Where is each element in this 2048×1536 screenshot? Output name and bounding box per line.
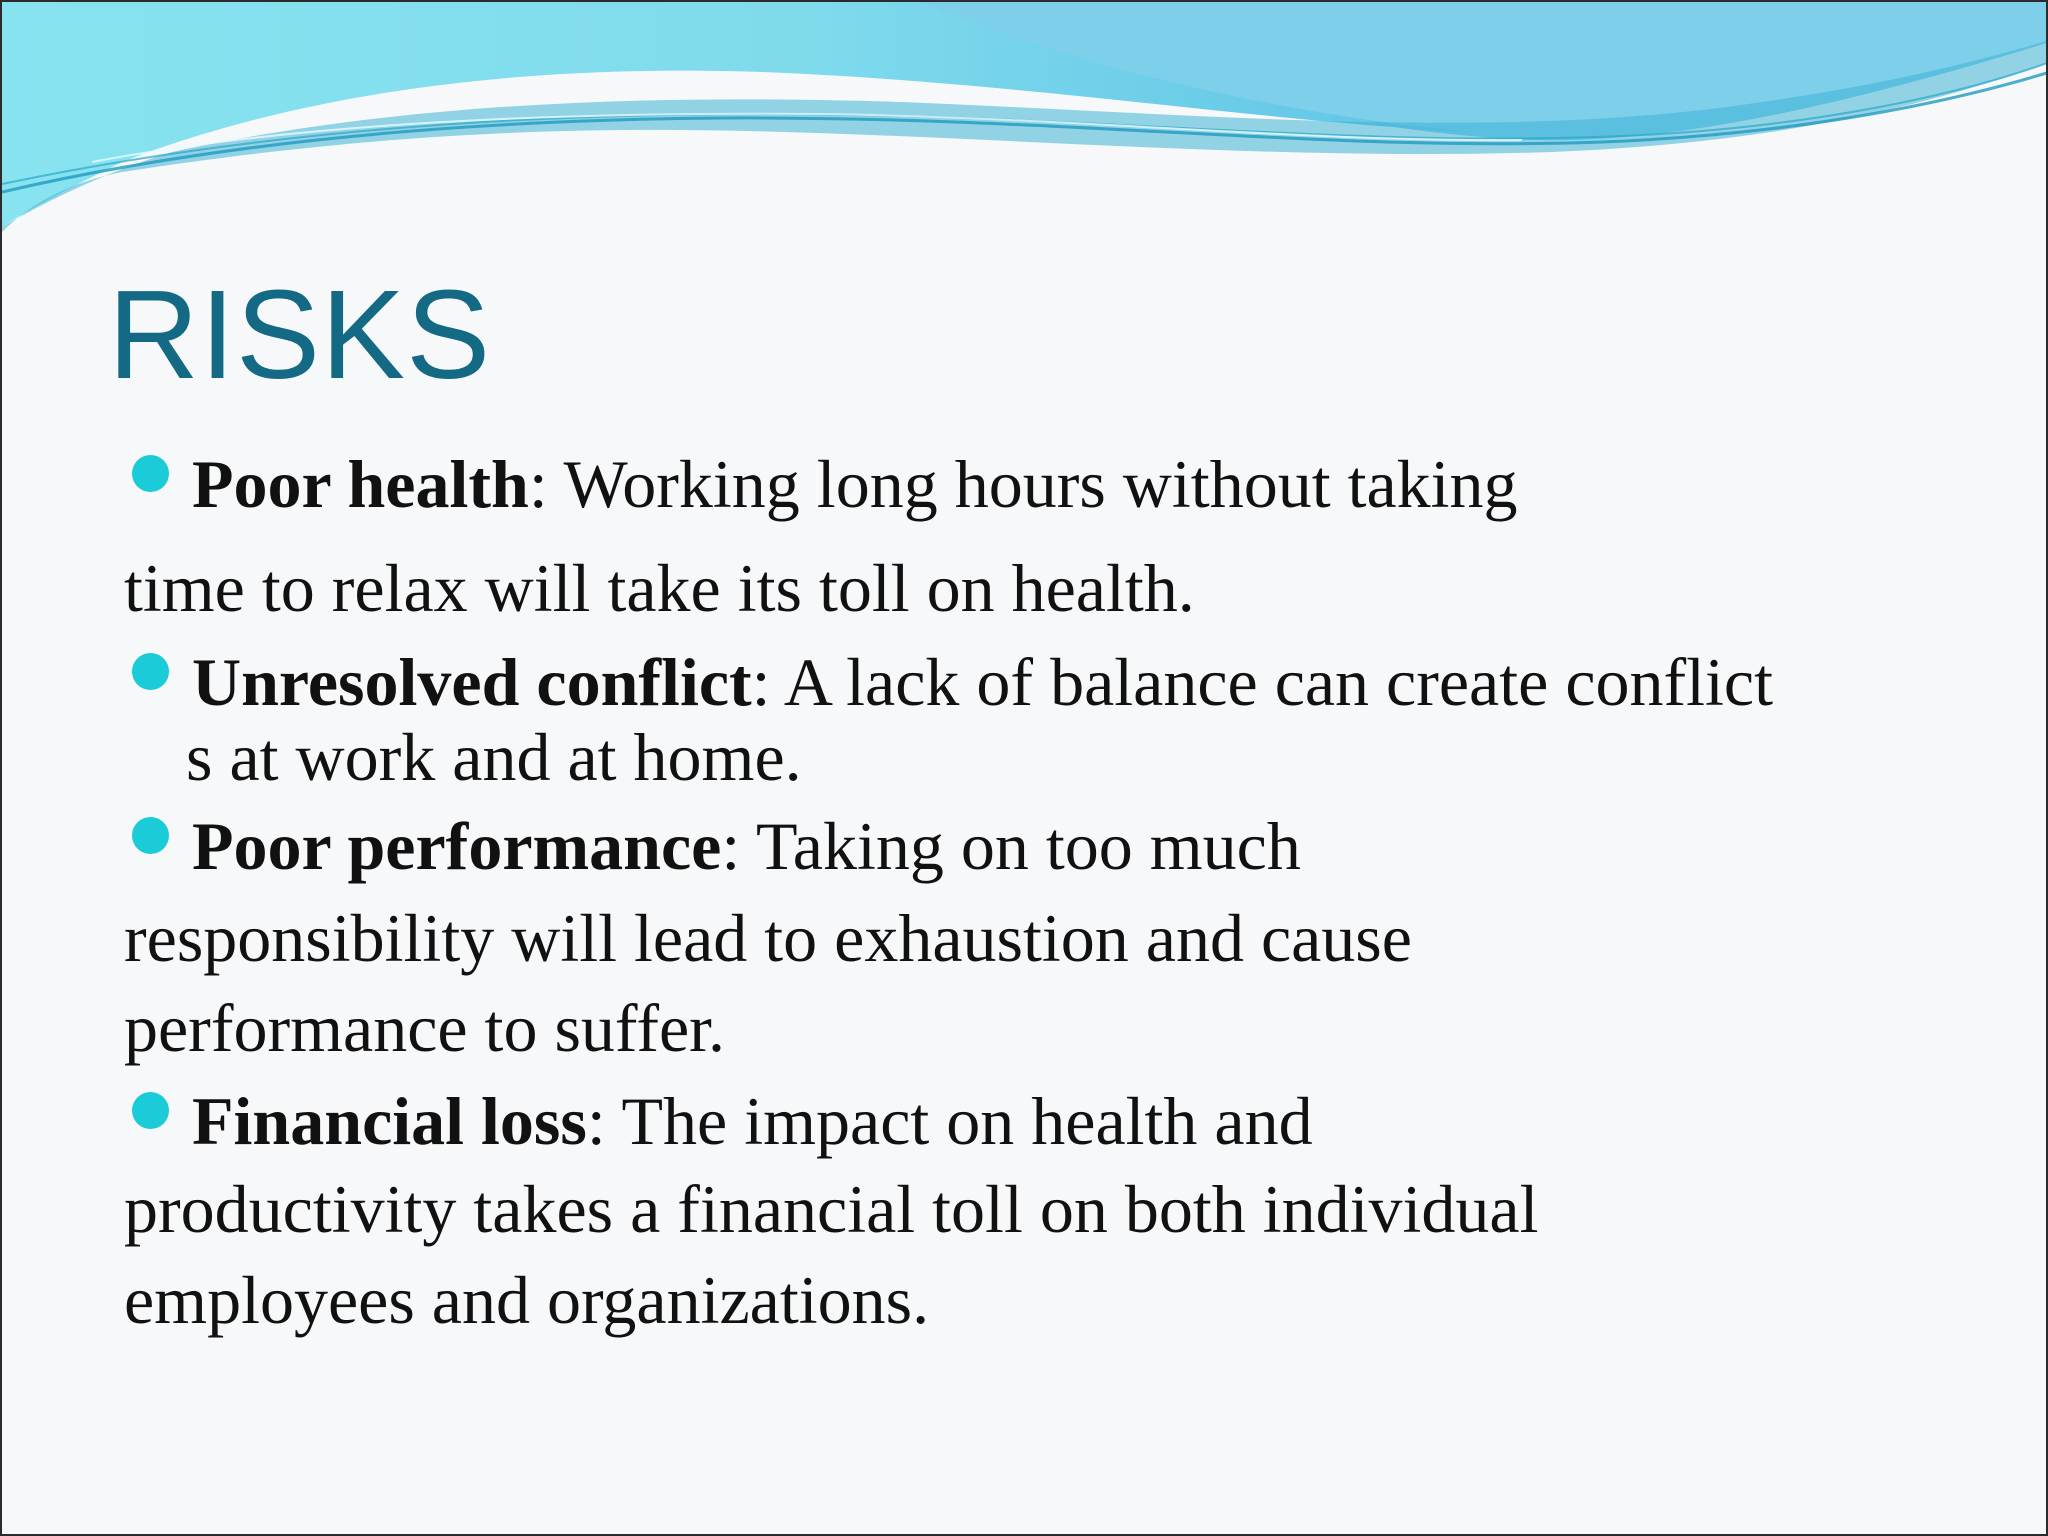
bullet-term: Financial loss (192, 1083, 587, 1159)
bullet-dot-icon (132, 817, 169, 854)
bullet-dot-icon (132, 1092, 169, 1129)
bullet-poor-performance-line1 (192, 808, 1301, 884)
bullet-text: : A lack of balance can create conflict (751, 644, 1773, 720)
bullet-text: : The impact on health and (586, 1083, 1313, 1159)
bullet-dot-icon (132, 653, 169, 690)
bullet-term: Poor performance (192, 808, 722, 884)
bullet-financial-loss-line2: productivity takes a financial toll on both individual (124, 1171, 1539, 1247)
slide-title: RISKS (108, 264, 492, 405)
bullet-poor-performance-line2: responsibility will lead to exhaustion and cause (124, 900, 1412, 976)
bullet-term: Poor health (192, 446, 529, 522)
header-wave-decoration (2, 2, 2048, 242)
bullet-unresolved-conflict-line2: s at work and at home. (186, 719, 802, 795)
bullet-dot-icon (132, 455, 169, 492)
bullet-term: Unresolved conflict (192, 644, 752, 720)
bullet-financial-loss-line3: employees and organizations. (124, 1262, 930, 1338)
bullet-poor-health-line2: time to relax will take its toll on health. (124, 550, 1195, 626)
bullet-financial-loss-line1 (192, 1083, 1313, 1159)
bullet-unresolved-conflict-line1 (192, 644, 1773, 720)
bullet-poor-performance-line3: performance to suffer. (124, 990, 726, 1066)
bullet-text: : Working long hours without taking (528, 446, 1518, 522)
bullet-poor-health-line1 (192, 446, 1518, 522)
bullet-text: : Taking on too much (721, 808, 1301, 884)
